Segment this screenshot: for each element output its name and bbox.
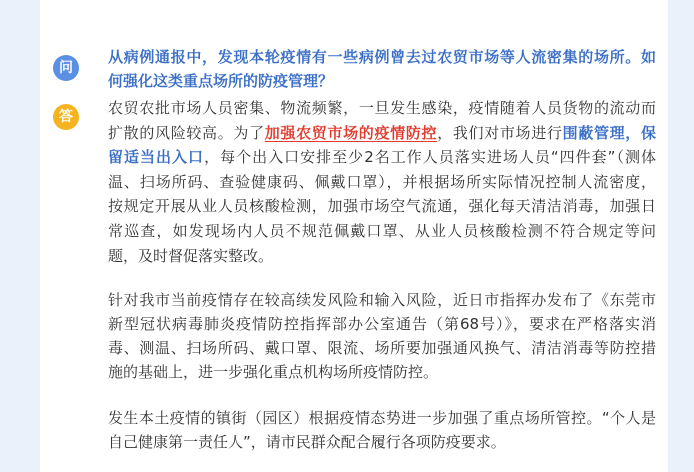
highlight-blue-text: 留适当出入口: [108, 148, 205, 167]
answer-line: 温、扫场所码、查验健康码、佩戴口罩），并根据场所实际情况控制人流密度，: [108, 172, 656, 191]
answer-line: 施的基础上，进一步强化重点机构场所疫情防控。: [108, 363, 439, 381]
answer-line: 常巡查，如发现场内人员不规范佩戴口罩、从业人员核酸检测不符合规定等问: [108, 221, 656, 240]
answer-line: 自己健康第一责任人”，请市民群众配合履行各项防疫要求。: [108, 433, 506, 451]
answer-line: [108, 145, 656, 170]
answer-line: 发生本土疫情的镇街（园区）根据疫情态势进一步加强了重点场所管控。“个人是: [108, 409, 656, 427]
answer-line: 新型冠状病毒肺炎疫情防控指挥部办公室通告（第68号）》，要求在严格落实消: [108, 315, 656, 333]
answer-text: ，每个出入口安排至少2名工作人员落实进场人员“四件套”（测体: [204, 148, 656, 167]
highlight-red-text: 加强农贸市场的疫情防控: [264, 123, 438, 142]
qa-card: [40, 0, 668, 472]
answer-badge-label: 答: [59, 109, 73, 125]
answer-line: 毒、测温、扫场所码、戴口罩、限流、场所要加强通风换气、清洁消毒等防控措: [108, 339, 656, 357]
question-text: [108, 45, 656, 93]
question-badge: [53, 55, 79, 81]
question-badge-label: 问: [59, 60, 73, 76]
answer-badge: [53, 104, 79, 130]
answer-paragraph-1: [108, 96, 656, 268]
highlight-blue-text: 围蔽管理，保: [562, 123, 656, 142]
answer-paragraph-3: [108, 406, 656, 454]
answer-line: 农贸农批市场人员密集、物流频繁，一旦发生感染，疫情随着人员货物的流动而: [108, 99, 656, 117]
answer-line: 按规定开展从业人员核酸检测，加强市场空气流通，强化每天清洁消毒，加强日: [108, 197, 656, 216]
answer-text: 扩散的风险较高。为了: [108, 123, 265, 142]
answer-line: 针对我市当前疫情存在较高续发风险和输入风险，近日市指挥办发布了《东莞市: [108, 291, 656, 309]
answer-line: [108, 121, 656, 146]
question-line: 何强化这类重点场所的防疫管理？: [108, 72, 334, 90]
question-line: 从病例通报中，发现本轮疫情有一些病例曾去过农贸市场等人流密集的场所。如: [108, 48, 656, 66]
answer-text: ，我们对市场进行: [437, 123, 563, 142]
answer-paragraph-2: [108, 288, 656, 384]
answer-line: 题，及时督促落实整改。: [108, 246, 274, 265]
